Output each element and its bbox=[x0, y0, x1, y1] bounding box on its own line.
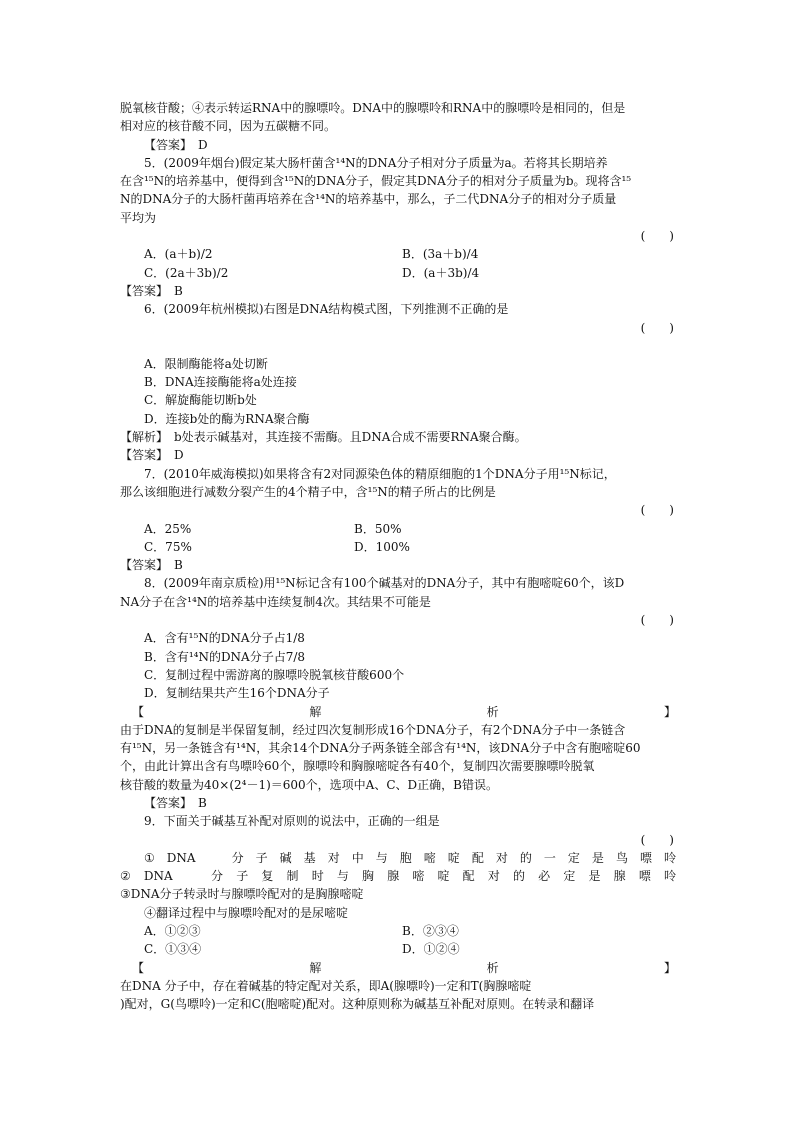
option-c: C．(2a＋3b)/2 bbox=[144, 265, 229, 280]
question-8-stem: NA分子在含¹⁴N的培养基中连续复制4次。其结果不可能是 bbox=[120, 594, 431, 609]
option-d: D．连接b处的酶为RNA聚合酶 bbox=[144, 411, 310, 426]
analysis-8: 由于DNA的复制是半保留复制，经过四次复制形成16个DNA分子，有2个DNA分子中一条链含 bbox=[120, 722, 626, 737]
question-6-stem: 6．(2009年杭州模拟)右图是DNA结构模式图，下列推测不正确的是 bbox=[144, 302, 509, 317]
question-5-stem: 平均为 bbox=[120, 210, 157, 225]
document-page bbox=[120, 99, 676, 1014]
answer-blank: ( ) bbox=[640, 613, 674, 628]
option-a: A．①②③ bbox=[144, 924, 201, 939]
statement-1: ①DNA 分子碱基对中与胞嘧啶配对的一定是鸟嘌呤 bbox=[144, 850, 676, 865]
option-a: A．(a＋b)/2 bbox=[144, 247, 213, 262]
option-a: A．含有¹⁵N的DNA分子占1/8 bbox=[144, 631, 305, 646]
answer-blank: ( ) bbox=[640, 320, 674, 335]
question-5-stem: 5．(2009年烟台)假定某大肠杆菌含¹⁴N的DNA分子相对分子质量为a。若将其长期培养 bbox=[144, 155, 608, 170]
statement-3: ③DNA分子转录时与腺嘌呤配对的是胸腺嘧啶 bbox=[120, 887, 364, 902]
analysis-9: 在DNA 分子中，存在着碱基的特定配对关系，即A(腺嘌呤)一定和T(胸腺嘧啶 bbox=[120, 978, 532, 993]
analysis-9: )配对，G(鸟嘌呤)一定和C(胞嘧啶)配对。这种原则称为碱基互补配对原则。在转录和翻译 bbox=[120, 997, 595, 1012]
option-b: B．含有¹⁴N的DNA分子占7/8 bbox=[144, 649, 306, 664]
answer-7: 【答案】 B bbox=[120, 558, 183, 573]
analysis-heading: 【 解 析 】 bbox=[132, 960, 676, 975]
option-b: B．(3a＋b)/4 bbox=[402, 247, 479, 262]
option-d: D．①②④ bbox=[402, 942, 460, 957]
question-9-options bbox=[120, 922, 676, 940]
analysis-8: 个，由此计算出含有鸟嘌呤60个，腺嘌呤和胸腺嘧啶各有40个，复制四次需要腺嘌呤脱氧 bbox=[120, 759, 595, 774]
analysis-8: 核苷酸的数量为40×(2⁴－1)＝600个，选项中A、C、D正确，B错误。 bbox=[120, 777, 498, 792]
statement-2: ②DNA 分子复制时与胸腺嘧啶配对的必定是腺嘌呤 bbox=[120, 869, 676, 884]
question-7-options bbox=[120, 520, 676, 538]
analysis-heading: 【 解 析 】 bbox=[132, 704, 676, 719]
question-5-stem: N的DNA分子的大肠杆菌再培养在含¹⁴N的培养基中，那么，子二代DNA分子的相对分子质量 bbox=[120, 192, 617, 207]
option-c: C．复制过程中需游离的腺嘌呤脱氧核苷酸600个 bbox=[144, 667, 405, 682]
text-line: 脱氧核苷酸；④表示转运RNA中的腺嘌呤。DNA中的腺嘌呤和RNA中的腺嘌呤是相同的，但是 bbox=[120, 101, 626, 115]
option-c: C．①③④ bbox=[144, 942, 202, 957]
analysis-6: 【解析】 b处表示碱基对，其连接不需酶。且DNA合成不需要RNA聚合酶。 bbox=[120, 430, 527, 445]
option-b: B．50% bbox=[354, 521, 402, 536]
question-9-stem: 9．下面关于碱基互补配对原则的说法中，正确的一组是 bbox=[144, 814, 440, 829]
question-5-options bbox=[120, 264, 676, 282]
answer-5: 【答案】 B bbox=[120, 283, 183, 298]
question-5-stem: 在含¹⁵N的培养基中，便得到含¹⁵N的DNA分子，假定其DNA分子的相对分子质量为b。现将含¹⁵ bbox=[120, 174, 632, 189]
answer-blank: ( ) bbox=[640, 229, 674, 244]
option-d: D．100% bbox=[354, 539, 410, 554]
option-a: A．25% bbox=[144, 521, 192, 536]
answer-6: 【答案】 D bbox=[120, 448, 184, 463]
option-d: D．复制结果共产生16个DNA分子 bbox=[144, 686, 330, 701]
option-c: C．75% bbox=[144, 539, 192, 554]
answer-8: 【答案】 B bbox=[144, 795, 207, 810]
answer-4: 【答案】 D bbox=[144, 137, 208, 152]
answer-blank: ( ) bbox=[640, 832, 674, 847]
option-b: B．②③④ bbox=[402, 924, 459, 939]
option-a: A．限制酶能将a处切断 bbox=[144, 356, 268, 371]
analysis-8: 有¹⁵N，另一条链含有¹⁴N，其余14个DNA分子两条链全部含有¹⁴N，该DNA分子中含有胞嘧啶60 bbox=[120, 741, 641, 756]
option-d: D．(a＋3b)/4 bbox=[402, 265, 480, 280]
text-line: 相对应的核苷酸不同，因为五碳糖不同。 bbox=[120, 119, 337, 134]
question-5-options bbox=[120, 245, 676, 263]
option-b: B．DNA连接酶能将a处连接 bbox=[144, 375, 297, 390]
option-c: C．解旋酶能切断b处 bbox=[144, 393, 257, 408]
question-9-options bbox=[120, 940, 676, 958]
question-7-stem: 7．(2010年威海模拟)如果将含有2对同源染色体的精原细胞的1个DNA分子用¹⁵N标记， bbox=[144, 466, 616, 481]
question-8-stem: 8．(2009年南京质检)用¹⁵N标记含有100个碱基对的DNA分子，其中有胞嘧啶60个，该D bbox=[144, 576, 625, 591]
answer-blank: ( ) bbox=[640, 503, 674, 518]
question-7-options bbox=[120, 538, 676, 556]
question-7-stem: 那么该细胞进行减数分裂产生的4个精子中，含¹⁵N的精子所占的比例是 bbox=[120, 484, 496, 499]
statement-4: ④翻译过程中与腺嘌呤配对的是尿嘧啶 bbox=[144, 905, 349, 920]
